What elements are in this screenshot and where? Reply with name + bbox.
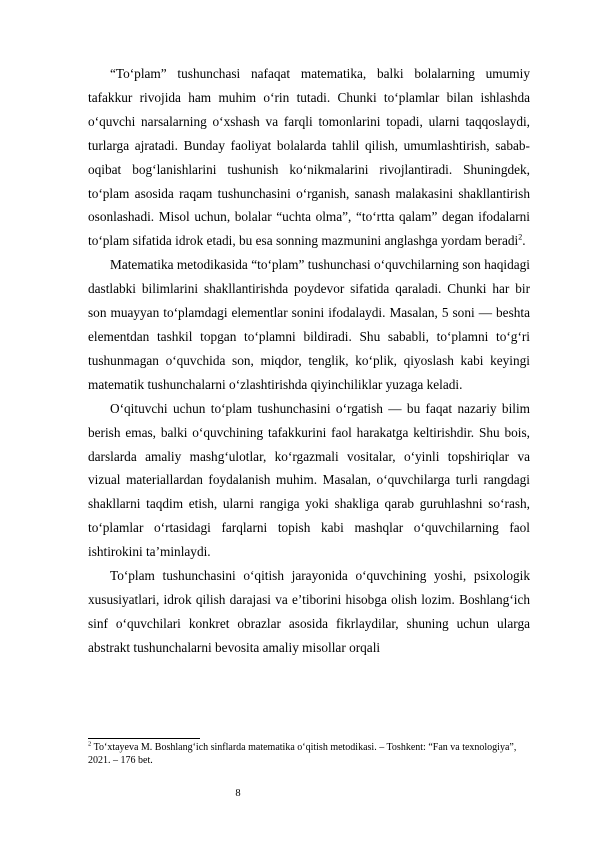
- footnote-text: To‘xtayeva M. Boshlang‘ich sinflarda matematika o‘qitish metodikasi. – Toshkent: “Fan va texnologiya”, 2021. – 176 bet.: [88, 742, 517, 766]
- footnote-reference[interactable]: 2: [518, 232, 523, 242]
- paragraph-4: To‘plam tushunchasini o‘qitish jarayonida o‘quvchining yoshi, psixologik xususiyatlari, idrok qilish darajasi va e’tiborini hisobga olish lozim. Boshlang‘ich sinf o‘quvchilari konkret obrazlar asosida fikrlaydilar, shuning uchun ularga abstrakt tushunchalarni bevosita amaliy misollar orqali: [88, 568, 530, 655]
- paragraph-1-text: “To‘plam” tushunchasi nafaqat matematika, balki bolalarning umumiy tafakkur rivojida ham muhim o‘rin tutadi. Chunki to‘plamlar bilan ishlashda o‘quvchi narsalarning o‘xshash va farqli tomonlarini topadi, ularni taqqoslaydi, turlarga ajratadi. Bunday faoliyat bolalarda tahlil qilish, umumlashtirish, sabab-oqibat bog‘lanishlarini tushunish ko‘nikmalarini rivojlantiradi. Shuningdek, to‘plam asosida raqam tushunchasini o‘rganish, sanash malakasini shakllantirish osonlashadi. Misol uchun, bolalar “uchta olma”, “to‘rtta qalam” degan ifodalarni to‘plam sifatida idrok etadi, bu esa sonning mazmunini anglashga yordam beradi: [88, 66, 530, 249]
- paragraph-1: [88, 62, 530, 253]
- paragraph-3: O‘qituvchi uchun to‘plam tushunchasini o‘rgatish — bu faqat nazariy bilim berish emas, balki o‘quvchining tafakkurini faol harakatga keltirishdir. Shu bois, darslarda amaliy mashg‘ulotlar, ko‘rgazmali vositalar, o‘yinli topshiriqlar va vizual materiallardan foydalanish muhim. Masalan, o‘quvchilarga turli rangdagi shakllarni taqdim etish, ularni rangiga yoki shakliga qarab guruhlashni so‘rash, to‘plamlar o‘rtasidagi farqlarni topish kabi mashqlar o‘quvchilarning faol ishtirokini ta’minlaydi.: [88, 400, 530, 560]
- paragraph-2: Matematika metodikasida “to‘plam” tushunchasi o‘quvchilarning son haqidagi dastlabki bilimlarini shakllantirishda poydevor sifatida qaraladi. Chunki har bir son muayyan to‘plamdagi elementlar sonini ifodalaydi. Masalan, 5 soni — beshta elementdan tashkil topgan to‘plamni bildiradi. Shu sababli, to‘plamni to‘g‘ri tushunmagan o‘quvchida son, miqdor, tenglik, ko‘plik, qiyoslash kabi keyingi matematik tushunchalarni o‘zlashtirishda qiyinchiliklar yuzaga keladi.: [88, 257, 530, 392]
- document-body: [88, 62, 530, 660]
- footnote-divider: [88, 738, 200, 739]
- page-number: 8: [235, 788, 241, 799]
- footnote: [88, 742, 528, 767]
- footnote-number: 2: [88, 740, 92, 748]
- paragraph-1-end: .: [522, 233, 526, 249]
